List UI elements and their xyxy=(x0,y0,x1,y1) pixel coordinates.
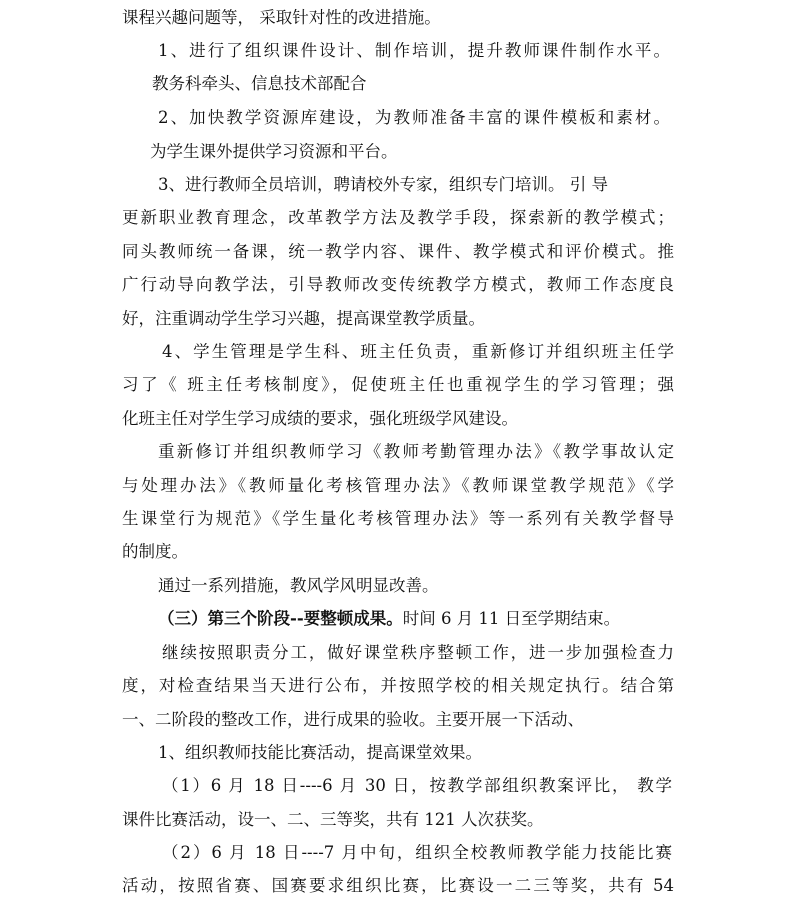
text-line: 为学生课外提供学习资源和平台。 xyxy=(150,142,398,161)
text-line: 继续按照职责分工，做好课堂秩序整顿工作，进一步加强检查力 xyxy=(162,643,674,662)
text-line: 化班主任对学生学习成绩的要求，强化班级学风建设。 xyxy=(122,409,518,428)
text-line: 度，对检查结果当天进行公布，并按照学校的相关规定执行。结合第 xyxy=(122,676,674,695)
text-line: （2）6 月 18 日----7 月中旬，组织全校教师教学能力技能比赛 xyxy=(162,843,672,862)
text-line: 一、二阶段的整改工作，进行成果的验收。主要开展一下活动、 xyxy=(122,710,584,729)
text-line: 课程兴趣问题等， 采取针对性的改进措施。 xyxy=(122,8,441,27)
text-line: 与处理办法》《教师量化考核管理办法》《教师课堂教学规范》《学 xyxy=(122,476,674,495)
text-line: 教务科牵头、信息技术部配合 xyxy=(152,74,367,93)
section-heading: （三）第三个阶段--要整顿成果。 xyxy=(158,609,403,628)
text-line: 3、进行教师全员培训，聘请校外专家，组织专门培训。 引 导 xyxy=(158,175,608,194)
text-line: 4、学生管理是学生科、班主任负责，重新修订并组织班主任学 xyxy=(162,342,674,361)
text-line: 通过一系列措施，教风学风明显改善。 xyxy=(158,576,439,595)
text-line: 生课堂行为规范》《学生量化考核管理办法》等一系列有关教学督导 xyxy=(122,509,674,528)
text-line: 2、加快教学资源库建设，为教师准备丰富的课件模板和素材。 xyxy=(158,108,670,127)
text-line: 的制度。 xyxy=(122,542,188,561)
section-heading-line xyxy=(158,607,674,631)
text-line: （1）6 月 18 日----6 月 30 日，按教学部组织教案评比， 教学 xyxy=(162,776,672,795)
text-line: 广行动导向教学法，引导教师改变传统教学方模式，教师工作态度良 xyxy=(122,275,674,294)
text-line: 重新修订并组织教师学习《教师考勤管理办法》《教学事故认定 xyxy=(158,442,674,461)
text-line: 时间 6 月 11 日至学期结束。 xyxy=(402,609,621,628)
text-line: 课件比赛活动，设一、二、三等奖，共有 121 人次获奖。 xyxy=(122,810,544,829)
text-line: 好，注重调动学生学习兴趣，提高课堂教学质量。 xyxy=(122,309,485,328)
text-line: 1、组织教师技能比赛活动，提高课堂效果。 xyxy=(158,743,482,762)
text-line: 活动，按照省赛、国赛要求组织比赛，比赛设一二三等奖，共有 54 xyxy=(122,876,674,895)
text-line: 习了《 班主任考核制度》，促使班主任也重视学生的学习管理；强 xyxy=(122,375,674,394)
text-line: 同头教师统一备课，统一教学内容、课件、教学模式和评价模式。推 xyxy=(122,242,674,261)
text-line: 更新职业教育理念，改革教学方法及教学手段，探索新的教学模式； xyxy=(122,208,674,227)
text-line: 1、进行了组织课件设计、制作培训，提升教师课件制作水平。 xyxy=(158,41,670,60)
